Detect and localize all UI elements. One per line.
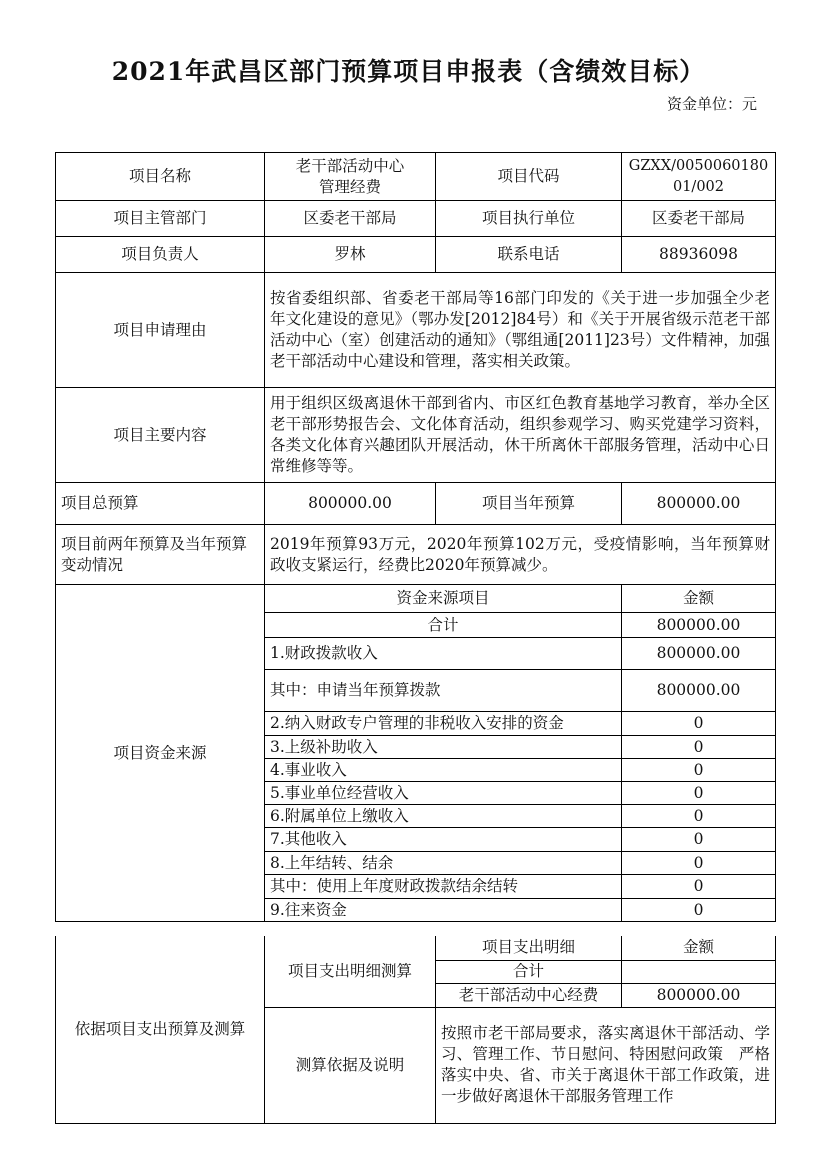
project-name-line-1: 老干部活动中心 [295, 156, 405, 175]
funding-row-item: 3.上级补助收入 [265, 736, 622, 759]
application-reason-text: 按省委组织部、省委老干部局等16部门印发的《关于进一步加强全少老年文化建设的意见》（鄂办发[2012]84号）和《关于开展省级示范老干部活动中心（室）创建活动的通知》（鄂组通[2011]23号）文件精神，加强老干部活动中心建设和管理，落实相关政策。 [265, 273, 776, 388]
contact-phone-value: 88936098 [622, 237, 776, 273]
funding-row-item: 5.事业单位经营收入 [265, 782, 622, 805]
funding-row-amount: 800000.00 [622, 613, 776, 638]
funding-row-item: 6.附属单位上缴收入 [265, 805, 622, 828]
funding-row-amount: 0 [622, 852, 776, 875]
current-year-budget-value: 800000.00 [622, 483, 776, 525]
funding-source-label: 项目资金来源 [56, 585, 265, 922]
project-code-line-1: GZXX/0050060180 [628, 157, 769, 174]
funding-row-item: 9.往来资金 [265, 899, 622, 922]
funding-row-item: 4.事业收入 [265, 759, 622, 782]
funding-row-amount: 0 [622, 805, 776, 828]
project-leader-label: 项目负责人 [56, 237, 265, 273]
expense-detail-label: 项目支出明细测算 [265, 936, 436, 1007]
main-content-text: 用于组织区级离退休干部到省内、市区红色教育基地学习教育，举办全区老干部形势报告会、文化体育活动，组织参观学习、购买党建学习资料，各类文化体育兴趣团队开展活动，休干所离休干部服务管理，活动中心日常维修等等。 [265, 388, 776, 483]
funding-row-item: 2.纳入财政专户管理的非税收入安排的资金 [265, 712, 622, 736]
main-content-label: 项目主要内容 [56, 388, 265, 483]
current-year-budget-label: 项目当年预算 [436, 483, 622, 525]
funding-row-item: 1.财政拨款收入 [265, 638, 622, 670]
expense-row-item: 合计 [436, 960, 622, 983]
expense-row-item: 老干部活动中心经费 [436, 983, 622, 1007]
funding-row-item: 其中：使用上年度财政拨款结余结转 [265, 875, 622, 899]
funding-row-amount: 800000.00 [622, 670, 776, 712]
currency-unit: 资金单位：元 [666, 95, 757, 113]
project-code-label: 项目代码 [436, 153, 622, 201]
total-budget-label: 项目总预算 [56, 483, 265, 525]
funding-row-item: 8.上年结转、结余 [265, 852, 622, 875]
executing-unit-value: 区委老干部局 [622, 201, 776, 237]
total-budget-value: 800000.00 [265, 483, 436, 525]
funding-row-item: 其中：申请当年预算拨款 [265, 670, 622, 712]
calculation-basis-label: 测算依据及说明 [265, 1007, 436, 1123]
supervising-dept-value: 区委老干部局 [265, 201, 436, 237]
supervising-dept-label: 项目主管部门 [56, 201, 265, 237]
expense-row-amount: 800000.00 [622, 983, 776, 1007]
funding-row-item: 合计 [265, 613, 622, 638]
expense-calculation-table [55, 936, 776, 1124]
expense-header-item: 项目支出明细 [436, 936, 622, 960]
budget-application-table [55, 152, 776, 922]
project-code-value [622, 153, 776, 201]
funding-row-amount: 0 [622, 712, 776, 736]
contact-phone-label: 联系电话 [436, 237, 622, 273]
funding-header-item: 资金来源项目 [265, 585, 622, 613]
project-code-line-2: 01/002 [672, 178, 724, 195]
expense-header-amount: 金额 [622, 936, 776, 960]
project-leader-value: 罗林 [265, 237, 436, 273]
executing-unit-label: 项目执行单位 [436, 201, 622, 237]
funding-row-amount: 0 [622, 782, 776, 805]
expense-basis-label: 依据项目支出预算及测算 [56, 936, 265, 1123]
page-title: 2021年武昌区部门预算项目申报表（含绩效目标） [111, 57, 706, 86]
funding-row-amount: 800000.00 [622, 638, 776, 670]
funding-row-amount: 0 [622, 759, 776, 782]
project-name-value [265, 153, 436, 201]
project-name-label: 项目名称 [56, 153, 265, 201]
application-reason-label: 项目申请理由 [56, 273, 265, 388]
budget-change-text: 2019年预算93万元，2020年预算102万元，受疫情影响，当年预算财政收支紧运行，经费比2020年预算减少。 [265, 525, 776, 585]
funding-row-amount: 0 [622, 899, 776, 922]
budget-change-label: 项目前两年预算及当年预算变动情况 [56, 525, 265, 585]
funding-row-amount: 0 [622, 828, 776, 852]
project-name-line-2: 管理经费 [318, 177, 381, 196]
calculation-basis-text: 按照市老干部局要求，落实离退休干部活动、学习、管理工作、节日慰问、特困慰问政策 严格落实中央、省、市关于离退休干部工作政策，进一步做好离退休干部服务管理工作 [436, 1007, 776, 1123]
funding-row-amount: 0 [622, 875, 776, 899]
funding-header-amount: 金额 [622, 585, 776, 613]
funding-row-amount: 0 [622, 736, 776, 759]
funding-row-item: 7.其他收入 [265, 828, 622, 852]
expense-row-amount [622, 960, 776, 983]
